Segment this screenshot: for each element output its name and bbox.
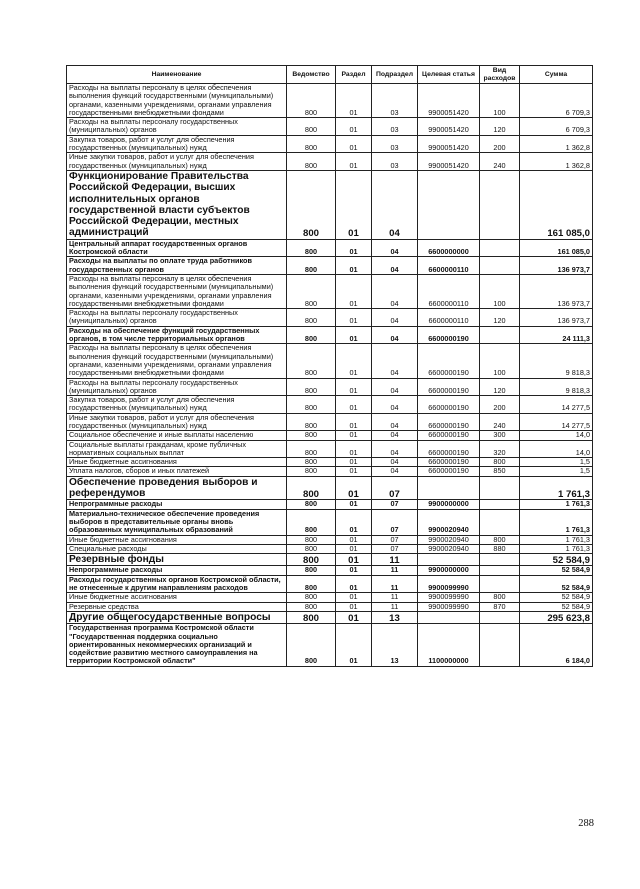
- row-dept: 800: [287, 378, 336, 396]
- row-subsection: 07: [372, 535, 418, 544]
- row-kind: [480, 624, 520, 666]
- row-name: Закупка товаров, работ и услуг для обеспечения государственных (муниципальных) нужд: [67, 135, 287, 153]
- row-dept: 800: [287, 602, 336, 611]
- row-kind: 100: [480, 344, 520, 378]
- row-name: Иные бюджетные ассигнования: [67, 593, 287, 602]
- row-name: Иные бюджетные ассигнования: [67, 458, 287, 467]
- row-target: 9900020940: [418, 544, 480, 553]
- row-kind: [480, 575, 520, 593]
- row-target: 6600000190: [418, 344, 480, 378]
- table-row: [67, 431, 593, 440]
- row-section: 01: [336, 593, 372, 602]
- table-row: [67, 344, 593, 378]
- table-row: [67, 396, 593, 414]
- row-subsection: 07: [372, 509, 418, 535]
- row-name: Расходы на выплаты персоналу государственных (муниципальных) органов: [67, 118, 287, 136]
- row-subsection: 11: [372, 554, 418, 566]
- row-target: 6600000190: [418, 458, 480, 467]
- row-section: 01: [336, 274, 372, 308]
- row-name: Расходы на выплаты персоналу государственных (муниципальных) органов: [67, 309, 287, 327]
- table-row: [67, 554, 593, 566]
- row-kind: 120: [480, 378, 520, 396]
- row-kind: [480, 170, 520, 239]
- row-target: 9900051420: [418, 84, 480, 118]
- row-target: 9900099990: [418, 575, 480, 593]
- row-sum: 1 761,3: [520, 500, 593, 509]
- row-name: Социальное обеспечение и иные выплаты населению: [67, 431, 287, 440]
- row-dept: 800: [287, 118, 336, 136]
- row-target: 9900099990: [418, 593, 480, 602]
- row-dept: 800: [287, 396, 336, 414]
- row-kind: 100: [480, 274, 520, 308]
- row-sum: 6 709,3: [520, 84, 593, 118]
- row-subsection: 07: [372, 476, 418, 500]
- row-sum: 9 818,3: [520, 344, 593, 378]
- row-section: 01: [336, 544, 372, 553]
- row-section: 01: [336, 611, 372, 623]
- row-subsection: 11: [372, 575, 418, 593]
- row-sum: 1 761,3: [520, 535, 593, 544]
- row-subsection: 04: [372, 396, 418, 414]
- row-sum: 295 623,8: [520, 611, 593, 623]
- table-row: [67, 535, 593, 544]
- row-target: 6600000190: [418, 440, 480, 458]
- row-kind: 120: [480, 118, 520, 136]
- row-kind: 200: [480, 135, 520, 153]
- row-target: [418, 554, 480, 566]
- row-target: 9900051420: [418, 153, 480, 171]
- row-dept: 800: [287, 458, 336, 467]
- row-dept: 800: [287, 544, 336, 553]
- row-section: 01: [336, 476, 372, 500]
- row-dept: 800: [287, 170, 336, 239]
- row-kind: 850: [480, 467, 520, 476]
- row-target: 9900020940: [418, 535, 480, 544]
- row-sum: 52 584,9: [520, 593, 593, 602]
- row-section: 01: [336, 239, 372, 257]
- row-sum: 52 584,9: [520, 554, 593, 566]
- row-section: 01: [336, 509, 372, 535]
- row-target: [418, 611, 480, 623]
- header-section: Раздел: [336, 66, 372, 84]
- row-target: 6600000110: [418, 257, 480, 275]
- row-dept: 800: [287, 535, 336, 544]
- row-dept: 800: [287, 344, 336, 378]
- row-section: 01: [336, 257, 372, 275]
- table-row: [67, 593, 593, 602]
- row-kind: [480, 509, 520, 535]
- row-sum: 161 085,0: [520, 239, 593, 257]
- row-kind: 240: [480, 153, 520, 171]
- row-sum: 1,5: [520, 458, 593, 467]
- row-sum: 136 973,7: [520, 274, 593, 308]
- row-section: 01: [336, 624, 372, 666]
- row-subsection: 07: [372, 544, 418, 553]
- row-section: 01: [336, 378, 372, 396]
- row-target: 9900099990: [418, 602, 480, 611]
- table-row: [67, 135, 593, 153]
- row-target: 6600000000: [418, 239, 480, 257]
- table-row: [67, 309, 593, 327]
- row-subsection: 03: [372, 118, 418, 136]
- row-name: Уплата налогов, сборов и иных платежей: [67, 467, 287, 476]
- row-dept: 800: [287, 84, 336, 118]
- header-kind: Вид расходов: [480, 66, 520, 84]
- row-dept: 800: [287, 239, 336, 257]
- row-target: 1100000000: [418, 624, 480, 666]
- row-target: 6600000190: [418, 467, 480, 476]
- table-row: [67, 566, 593, 575]
- row-subsection: 04: [372, 257, 418, 275]
- table-row: [67, 500, 593, 509]
- table-row: [67, 544, 593, 553]
- row-dept: 800: [287, 554, 336, 566]
- table-row: [67, 378, 593, 396]
- row-subsection: 04: [372, 440, 418, 458]
- row-section: 01: [336, 326, 372, 344]
- row-sum: 136 973,7: [520, 309, 593, 327]
- row-sum: 1 761,3: [520, 509, 593, 535]
- row-target: 6600000190: [418, 378, 480, 396]
- row-section: 01: [336, 396, 372, 414]
- row-sum: 14,0: [520, 440, 593, 458]
- row-subsection: 04: [372, 274, 418, 308]
- row-subsection: 11: [372, 602, 418, 611]
- row-sum: 1 362,8: [520, 135, 593, 153]
- row-kind: 320: [480, 440, 520, 458]
- row-section: 01: [336, 500, 372, 509]
- row-kind: 240: [480, 413, 520, 431]
- row-target: 6600000190: [418, 413, 480, 431]
- row-sum: 1,5: [520, 467, 593, 476]
- table-row: [67, 239, 593, 257]
- table-row: [67, 84, 593, 118]
- row-target: [418, 170, 480, 239]
- row-subsection: 13: [372, 611, 418, 623]
- row-subsection: 04: [372, 458, 418, 467]
- row-sum: 9 818,3: [520, 378, 593, 396]
- row-kind: [480, 566, 520, 575]
- row-sum: 52 584,9: [520, 602, 593, 611]
- row-subsection: 11: [372, 566, 418, 575]
- row-sum: 52 584,9: [520, 575, 593, 593]
- row-name: Непрограммные расходы: [67, 566, 287, 575]
- row-target: 9900020940: [418, 509, 480, 535]
- row-sum: 161 085,0: [520, 170, 593, 239]
- row-subsection: 04: [372, 467, 418, 476]
- row-subsection: 03: [372, 135, 418, 153]
- row-name: Иные бюджетные ассигнования: [67, 535, 287, 544]
- row-sum: 1 761,3: [520, 544, 593, 553]
- header-sum: Сумма: [520, 66, 593, 84]
- row-kind: 880: [480, 544, 520, 553]
- row-name: Обеспечение проведения выборов и референдумов: [67, 476, 287, 500]
- row-target: 6600000190: [418, 396, 480, 414]
- row-name: Расходы на выплаты персоналу государственных (муниципальных) органов: [67, 378, 287, 396]
- row-section: 01: [336, 153, 372, 171]
- row-kind: [480, 476, 520, 500]
- row-name: Расходы на выплаты персоналу в целях обеспечения выполнения функций государственными (муниципальными) органами, казенными учреждениями, органами управления государственными внебюджетными фондами: [67, 84, 287, 118]
- row-subsection: 04: [372, 309, 418, 327]
- row-name: Социальные выплаты гражданам, кроме публичных нормативных социальных выплат: [67, 440, 287, 458]
- row-sum: 6 184,0: [520, 624, 593, 666]
- row-section: 01: [336, 344, 372, 378]
- row-dept: 800: [287, 593, 336, 602]
- row-subsection: 11: [372, 593, 418, 602]
- row-subsection: 03: [372, 153, 418, 171]
- table-row: [67, 611, 593, 623]
- budget-table: [66, 65, 593, 667]
- row-kind: [480, 239, 520, 257]
- row-subsection: 04: [372, 326, 418, 344]
- row-name: Государственная программа Костромской области "Государственная поддержка социально ориентированных некоммерческих организаций и содействие развитию местного самоуправления на территории Костромской области": [67, 624, 287, 666]
- row-sum: 1 761,3: [520, 476, 593, 500]
- table-row: [67, 274, 593, 308]
- row-dept: 800: [287, 309, 336, 327]
- row-target: 9900000000: [418, 566, 480, 575]
- row-kind: 870: [480, 602, 520, 611]
- row-kind: 100: [480, 84, 520, 118]
- row-kind: [480, 554, 520, 566]
- row-sum: 14 277,5: [520, 396, 593, 414]
- row-name: Иные закупки товаров, работ и услуг для обеспечения государственных (муниципальных) нужд: [67, 413, 287, 431]
- row-section: 01: [336, 309, 372, 327]
- row-sum: 14 277,5: [520, 413, 593, 431]
- row-dept: 800: [287, 467, 336, 476]
- row-subsection: 13: [372, 624, 418, 666]
- row-sum: 6 709,3: [520, 118, 593, 136]
- row-dept: 800: [287, 440, 336, 458]
- row-section: 01: [336, 554, 372, 566]
- row-kind: 800: [480, 458, 520, 467]
- row-section: 01: [336, 170, 372, 239]
- row-section: 01: [336, 135, 372, 153]
- table-row: [67, 440, 593, 458]
- row-dept: 800: [287, 257, 336, 275]
- row-name: Другие общегосударственные вопросы: [67, 611, 287, 623]
- row-section: 01: [336, 431, 372, 440]
- table-row: [67, 326, 593, 344]
- row-target: 9900051420: [418, 135, 480, 153]
- row-dept: 800: [287, 431, 336, 440]
- row-dept: 800: [287, 611, 336, 623]
- row-kind: 200: [480, 396, 520, 414]
- row-dept: 800: [287, 326, 336, 344]
- row-name: Расходы на обеспечение функций государственных органов, в том числе территориальных органов: [67, 326, 287, 344]
- row-subsection: 04: [372, 431, 418, 440]
- table-header-row: [67, 66, 593, 84]
- row-subsection: 04: [372, 378, 418, 396]
- table-body: [67, 84, 593, 667]
- table-row: [67, 602, 593, 611]
- row-kind: [480, 611, 520, 623]
- row-name: Функционирование Правительства Российской Федерации, высших исполнительных органов государственной власти субъектов Российской Федерации, местных администраций: [67, 170, 287, 239]
- row-subsection: 04: [372, 170, 418, 239]
- row-kind: 300: [480, 431, 520, 440]
- row-dept: 800: [287, 575, 336, 593]
- row-section: 01: [336, 602, 372, 611]
- row-subsection: 03: [372, 84, 418, 118]
- table-row: [67, 509, 593, 535]
- row-sum: 1 362,8: [520, 153, 593, 171]
- header-dept: Ведомство: [287, 66, 336, 84]
- row-dept: 800: [287, 500, 336, 509]
- table-row: [67, 257, 593, 275]
- row-name: Расходы на выплаты персоналу в целях обеспечения выполнения функций государственными (муниципальными) органами, казенными учреждениями, органами управления государственными внебюджетными фондами: [67, 274, 287, 308]
- row-subsection: 04: [372, 413, 418, 431]
- row-dept: 800: [287, 509, 336, 535]
- row-section: 01: [336, 566, 372, 575]
- table-row: [67, 170, 593, 239]
- row-name: Расходы государственных органов Костромской области, не отнесенные к другим направлениям расходов: [67, 575, 287, 593]
- row-kind: [480, 500, 520, 509]
- row-name: Иные закупки товаров, работ и услуг для обеспечения государственных (муниципальных) нужд: [67, 153, 287, 171]
- table-row: [67, 118, 593, 136]
- row-target: [418, 476, 480, 500]
- row-name: Расходы на выплаты персоналу в целях обеспечения выполнения функций государственными (муниципальными) органами, казенными учреждениями, органами управления государственными внебюджетными фондами: [67, 344, 287, 378]
- row-sum: 24 111,3: [520, 326, 593, 344]
- row-target: 9900000000: [418, 500, 480, 509]
- row-sum: 136 973,7: [520, 257, 593, 275]
- row-kind: [480, 326, 520, 344]
- row-dept: 800: [287, 413, 336, 431]
- row-name: Непрограммные расходы: [67, 500, 287, 509]
- row-kind: [480, 257, 520, 275]
- row-dept: 800: [287, 476, 336, 500]
- table-row: [67, 153, 593, 171]
- table-row: [67, 458, 593, 467]
- row-subsection: 04: [372, 344, 418, 378]
- row-dept: 800: [287, 274, 336, 308]
- row-dept: 800: [287, 624, 336, 666]
- row-target: 9900051420: [418, 118, 480, 136]
- row-target: 6600000110: [418, 274, 480, 308]
- table-row: [67, 575, 593, 593]
- row-section: 01: [336, 575, 372, 593]
- row-kind: 800: [480, 535, 520, 544]
- table-row: [67, 413, 593, 431]
- row-section: 01: [336, 440, 372, 458]
- table-row: [67, 467, 593, 476]
- row-kind: 120: [480, 309, 520, 327]
- row-kind: 800: [480, 593, 520, 602]
- header-subsection: Подраздел: [372, 66, 418, 84]
- header-name: Наименование: [67, 66, 287, 84]
- row-dept: 800: [287, 135, 336, 153]
- row-subsection: 04: [372, 239, 418, 257]
- row-name: Материально-техническое обеспечение проведения выборов в представительные органы вновь образованных муниципальных образований: [67, 509, 287, 535]
- row-name: Резервные фонды: [67, 554, 287, 566]
- row-target: 6600000190: [418, 326, 480, 344]
- row-dept: 800: [287, 153, 336, 171]
- row-sum: 14,0: [520, 431, 593, 440]
- row-section: 01: [336, 467, 372, 476]
- row-sum: 52 584,9: [520, 566, 593, 575]
- row-name: Закупка товаров, работ и услуг для обеспечения государственных (муниципальных) нужд: [67, 396, 287, 414]
- row-name: Специальные расходы: [67, 544, 287, 553]
- row-section: 01: [336, 458, 372, 467]
- row-section: 01: [336, 118, 372, 136]
- row-subsection: 07: [372, 500, 418, 509]
- row-name: Резервные средства: [67, 602, 287, 611]
- page-number: 288: [578, 818, 594, 829]
- row-name: Расходы на выплаты по оплате труда работников государственных органов: [67, 257, 287, 275]
- row-section: 01: [336, 413, 372, 431]
- row-dept: 800: [287, 566, 336, 575]
- row-target: 6600000110: [418, 309, 480, 327]
- row-name: Центральный аппарат государственных органов Костромской области: [67, 239, 287, 257]
- row-section: 01: [336, 535, 372, 544]
- header-target: Целевая статья: [418, 66, 480, 84]
- table-row: [67, 476, 593, 500]
- row-section: 01: [336, 84, 372, 118]
- row-target: 6600000190: [418, 431, 480, 440]
- table-row: [67, 624, 593, 666]
